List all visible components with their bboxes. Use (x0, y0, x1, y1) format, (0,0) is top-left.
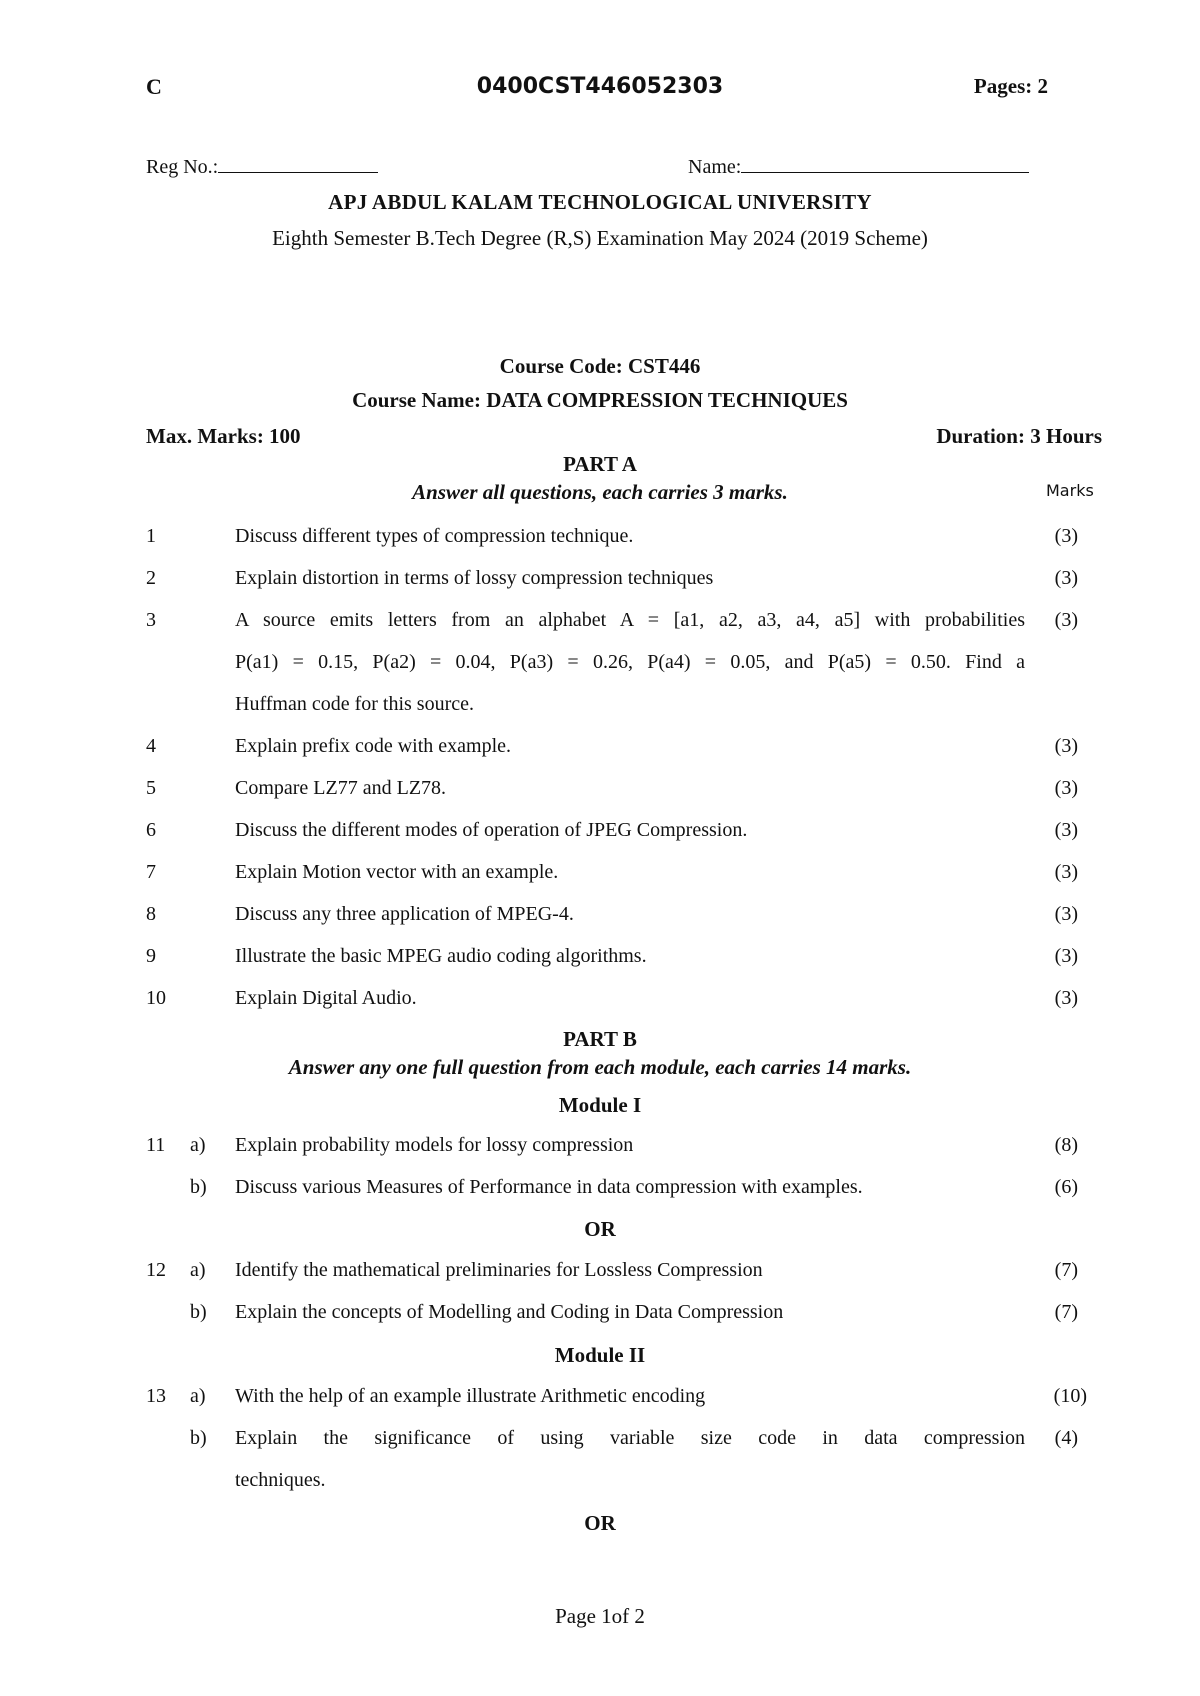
part-a-instruction: Answer all questions, each carries 3 marks. (412, 480, 788, 504)
question-continuation (0, 651, 1200, 681)
reg-no-label: Reg No.: (146, 156, 219, 178)
question-number: 8 (146, 903, 156, 925)
question-marks: (6) (1054, 1176, 1078, 1198)
question-text-line-1: Explain the significance of using variable size code in data compression (235, 1427, 1025, 1449)
question-row (0, 609, 1200, 639)
question-text: Discuss any three application of MPEG-4. (235, 903, 574, 925)
question-row (0, 861, 1200, 891)
question-number: 3 (146, 609, 156, 631)
question-text: Explain the concepts of Modelling and Coding in Data Compression (235, 1301, 784, 1323)
part-a-title: PART A (563, 452, 637, 476)
question-text: Discuss the different modes of operation of JPEG Compression. (235, 819, 748, 841)
question-number: 6 (146, 819, 156, 841)
question-number: 5 (146, 777, 156, 799)
name-label: Name: (688, 156, 742, 178)
question-marks: (3) (1054, 903, 1078, 925)
question-marks: (7) (1054, 1301, 1078, 1323)
question-row (0, 1176, 1200, 1206)
question-marks: (7) (1054, 1259, 1078, 1281)
question-row (0, 1134, 1200, 1164)
question-row (0, 987, 1200, 1017)
exam-title: Eighth Semester B.Tech Degree (R,S) Examination May 2024 (2019 Scheme) (272, 226, 928, 250)
question-row (0, 903, 1200, 933)
question-row (0, 1385, 1200, 1415)
max-marks: Max. Marks: 100 (146, 424, 301, 448)
question-text: Discuss different types of compression technique. (235, 525, 634, 547)
question-text: Explain distortion in terms of lossy compression techniques (235, 567, 714, 589)
duration: Duration: 3 Hours (936, 424, 1102, 448)
question-number: 4 (146, 735, 156, 757)
name-blank (741, 154, 1029, 173)
question-marks: (4) (1054, 1427, 1078, 1449)
question-row (0, 819, 1200, 849)
sub-question-label: b) (190, 1301, 207, 1323)
question-text: Discuss various Measures of Performance in data compression with examples. (235, 1176, 863, 1198)
sub-question-label: a) (190, 1259, 206, 1281)
question-row (0, 1301, 1200, 1331)
question-marks: (3) (1054, 609, 1078, 631)
paper-code: 0400CST446052303 (476, 74, 724, 99)
sub-question-label: b) (190, 1427, 207, 1449)
question-text: Explain Digital Audio. (235, 987, 417, 1009)
question-row (0, 525, 1200, 555)
part-b-instruction: Answer any one full question from each module, each carries 14 marks. (288, 1055, 912, 1079)
question-marks: (8) (1054, 1134, 1078, 1156)
course-name: Course Name: DATA COMPRESSION TECHNIQUES (352, 388, 848, 412)
question-marks: (3) (1054, 945, 1078, 967)
or-divider: OR (584, 1511, 616, 1535)
question-marks: (3) (1054, 735, 1078, 757)
question-number: 11 (146, 1134, 166, 1156)
name-field (688, 154, 1029, 179)
question-marks: (3) (1054, 777, 1078, 799)
question-text-line-1: A source emits letters from an alphabet A = [a1, a2, a3, a4, a5] with probabilities (235, 609, 1025, 631)
question-text: Explain prefix code with example. (235, 735, 512, 757)
question-text: Compare LZ77 and LZ78. (235, 777, 447, 799)
question-text-line-3: Huffman code for this source. (235, 693, 475, 715)
question-text: With the help of an example illustrate Arithmetic encoding (235, 1385, 706, 1407)
question-number: 13 (146, 1385, 166, 1407)
page-footer: Page 1of 2 (555, 1604, 645, 1628)
marks-column-header: Marks (1046, 481, 1094, 500)
university-name: APJ ABDUL KALAM TECHNOLOGICAL UNIVERSITY (328, 190, 872, 214)
question-marks: (3) (1054, 987, 1078, 1009)
question-text-line-2: techniques. (235, 1469, 326, 1491)
question-number: 9 (146, 945, 156, 967)
question-text: Explain probability models for lossy compression (235, 1134, 634, 1156)
question-number: 1 (146, 525, 156, 547)
part-b-title: PART B (563, 1027, 637, 1051)
reg-no-blank (218, 154, 378, 173)
question-text-line-2: P(a1) = 0.15, P(a2) = 0.04, P(a3) = 0.26, P(a4) = 0.05, and P(a5) = 0.50. Find a (235, 651, 1025, 673)
question-row (0, 735, 1200, 765)
question-marks: (3) (1054, 861, 1078, 883)
sub-question-label: a) (190, 1134, 206, 1156)
question-marks: (10) (1053, 1385, 1087, 1407)
question-text: Identify the mathematical preliminaries for Lossless Compression (235, 1259, 763, 1281)
sub-question-label: a) (190, 1385, 206, 1407)
question-marks: (3) (1054, 567, 1078, 589)
reg-no-field (146, 154, 378, 179)
question-marks: (3) (1054, 819, 1078, 841)
question-row (0, 1259, 1200, 1289)
question-text: Illustrate the basic MPEG audio coding algorithms. (235, 945, 647, 967)
question-continuation (0, 1469, 1200, 1499)
question-number: 7 (146, 861, 156, 883)
question-marks: (3) (1054, 525, 1078, 547)
or-divider: OR (584, 1217, 616, 1241)
course-code: Course Code: CST446 (499, 354, 701, 378)
module-1-heading: Module I (558, 1093, 642, 1117)
sub-question-label: b) (190, 1176, 207, 1198)
question-row (0, 777, 1200, 807)
question-row (0, 1427, 1200, 1457)
question-text: Explain Motion vector with an example. (235, 861, 559, 883)
question-row (0, 567, 1200, 597)
page-count: Pages: 2 (973, 74, 1048, 98)
question-number: 12 (146, 1259, 166, 1281)
module-2-heading: Module II (554, 1343, 646, 1367)
question-continuation (0, 693, 1200, 723)
question-number: 2 (146, 567, 156, 589)
question-row (0, 945, 1200, 975)
question-number: 10 (146, 987, 166, 1009)
series-letter: C (146, 74, 162, 99)
